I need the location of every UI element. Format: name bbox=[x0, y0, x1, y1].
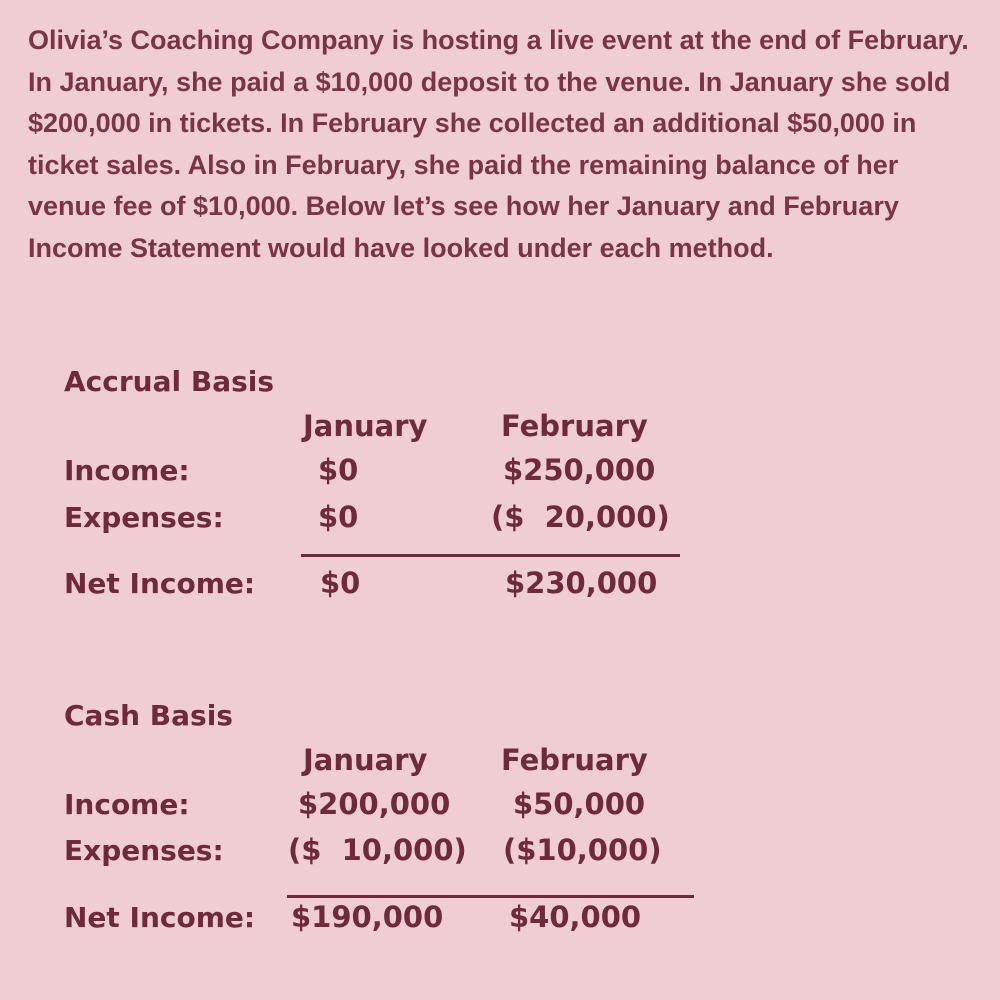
accrual-income-label: Income: bbox=[64, 454, 190, 487]
accrual-net-february: $230,000 bbox=[505, 566, 658, 600]
accrual-title: Accrual Basis bbox=[64, 365, 275, 398]
accrual-total-rule bbox=[301, 554, 680, 557]
cash-net-january: $190,000 bbox=[291, 900, 444, 934]
accrual-income-january: $0 bbox=[318, 453, 359, 487]
intro-paragraph: Olivia’s Coaching Company is hosting a live event at the end of February. In January, she paid a $10,000 deposit to the venue. In January she sold $200,000 in tickets. In February she collected an additional $50,000 in ticket sales. Also in February, she paid the remaining balance of her venue fee of $10,000. Below let’s see how her January and February Income Statement would have looked under each method. bbox=[28, 25, 969, 263]
cash-expenses-february: ($10,000) bbox=[503, 833, 662, 867]
accrual-income-february: $250,000 bbox=[503, 453, 656, 487]
accrual-net-january: $0 bbox=[320, 566, 361, 600]
cash-net-february: $40,000 bbox=[509, 900, 642, 934]
cash-col-february: February bbox=[501, 743, 648, 777]
cash-income-january: $200,000 bbox=[298, 787, 451, 821]
cash-income-label: Income: bbox=[64, 788, 190, 821]
accrual-col-january: January bbox=[303, 409, 428, 443]
accrual-col-february: February bbox=[501, 409, 648, 443]
accrual-expenses-february: ($ 20,000) bbox=[491, 500, 670, 534]
cash-col-january: January bbox=[303, 743, 428, 777]
cash-income-february: $50,000 bbox=[513, 787, 646, 821]
cash-expenses-january: ($ 10,000) bbox=[288, 833, 467, 867]
cash-title: Cash Basis bbox=[64, 699, 233, 732]
accrual-expenses-label: Expenses: bbox=[64, 501, 224, 534]
cash-net-label: Net Income: bbox=[64, 901, 256, 934]
cash-total-rule bbox=[287, 895, 694, 898]
accrual-expenses-january: $0 bbox=[318, 500, 359, 534]
accrual-net-label: Net Income: bbox=[64, 567, 256, 600]
cash-expenses-label: Expenses: bbox=[64, 834, 224, 867]
